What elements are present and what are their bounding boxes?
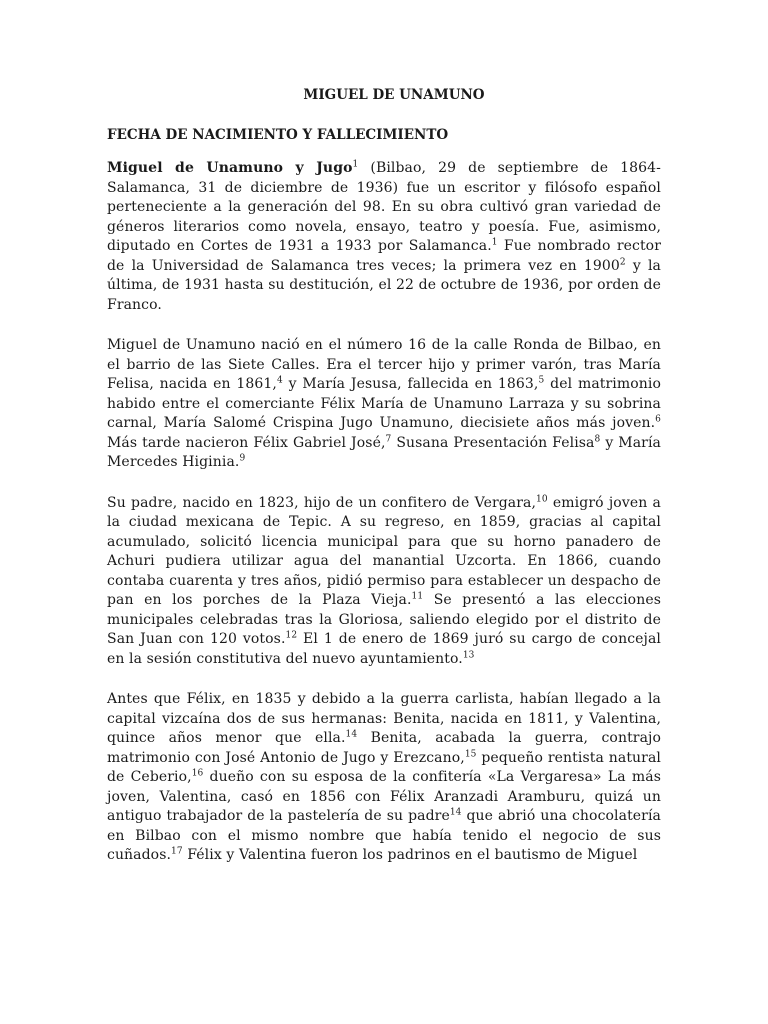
footnote-ref: 12: [285, 630, 298, 641]
footnote-ref: 6: [655, 414, 661, 425]
paragraph-text: Se presentó a las elecciones municipales celebradas tras la Gloriosa, saliendo elegido por el distrito de San Juan con 120 votos.: [107, 592, 661, 647]
footnote-ref: 1: [491, 237, 498, 248]
footnote-ref: 13: [462, 649, 475, 660]
paragraph-text: emigró joven a la ciudad mexicana de Tepic. A su regreso, en 1859, gracias al capital acumulado, solicitó licencia municipal para que su horno panadero de Achuri pudiera utilizar agua del manantial Uzcorta. En 1866, cuando contaba cuarenta y tres años, pidió permiso para establecer un despacho de pan en los porches de la Plaza Vieja.: [107, 494, 661, 608]
paragraph-4: [107, 690, 661, 866]
footnote-ref: 7: [385, 433, 392, 444]
footnote-ref: 14: [345, 729, 358, 740]
footnote-ref: 2: [619, 256, 626, 267]
paragraph-3: [107, 494, 661, 670]
paragraph-1: [107, 159, 661, 315]
paragraph-2: [107, 336, 661, 473]
footnote-ref: 9: [239, 453, 246, 464]
document-page: [107, 86, 661, 866]
paragraph-text: Su padre, nacido en 1823, hijo de un confitero de Vergara,: [107, 494, 537, 511]
lead-name: Miguel de Unamuno y Jugo: [107, 160, 353, 176]
footnote-ref: 15: [464, 748, 477, 759]
paragraph-text: Fue nombrado rector de la Universidad de Salamanca tres veces; la primera vez en 1900: [107, 238, 662, 274]
paragraph-text: que abrió una chocolatería en Bilbao con el mismo nombre que había tenido el negocio de sus cuñados.: [107, 808, 662, 863]
footnote-ref: 11: [411, 591, 424, 602]
paragraph-text: Susana Presentación Felisa: [391, 434, 595, 451]
paragraph-text: Más tarde nacieron Félix Gabriel José,: [107, 434, 386, 451]
footnote-ref: 1: [352, 159, 359, 170]
paragraph-text: dueño con su esposa de la confitería «La Vergaresa» La más joven, Valentina, casó en 1856 con Félix Aranzadi Aramburu, quizá un antiguo trabajador de la pastelería de su padre: [107, 769, 661, 824]
footnote-ref: 8: [594, 433, 601, 444]
paragraph-text: Miguel de Unamuno nació en el número 16 de la calle Ronda de Bilbao, en el barrio de las Siete Calles. Era el tercer hijo y primer varón, tras María Felisa, nacida en 1861,: [107, 337, 661, 392]
paragraph-text: Félix y Valentina fueron los padrinos en el bautismo de Miguel: [182, 847, 638, 863]
footnote-ref: 16: [191, 768, 204, 779]
paragraph-text: y María Mercedes Higinia.: [107, 434, 661, 470]
paragraph-text: (Bilbao, 29 de septiembre de 1864-Salamanca, 31 de diciembre de 1936) fue un escritor y filósofo español perteneciente a la generación del 98. En su obra cultivó gran variedad de géneros literarios como novela, ensayo, teatro y poesía. Fue, asimismo, diputado en Cortes de 1931 a 1933 por Salamanca.: [107, 160, 661, 254]
paragraph-text: Benita, acabada la guerra, contrajo matrimonio con José Antonio de Jugo y Erezcano,: [107, 730, 662, 766]
section-heading: FECHA DE NACIMIENTO Y FALLECIMIENTO: [107, 127, 449, 143]
paragraph-text: Antes que Félix, en 1835 y debido a la guerra carlista, habían llegado a la capital vizcaína dos de sus hermanas: Benita, nacida en 1811, y Valentina, quince años menor que ella.: [107, 691, 661, 746]
footnote-ref: 17: [171, 846, 183, 857]
paragraph-text: El 1 de enero de 1869 juró su cargo de concejal en la sesión constitutiva del nuevo ayuntamiento.: [107, 631, 661, 667]
paragraph-text: y María Jesusa, fallecida en 1863,: [282, 376, 539, 392]
paragraph-text: y la última, de 1931 hasta su destitución, el 22 de octubre de 1936, por orden de Franco.: [107, 257, 661, 313]
document-title: MIGUEL DE UNAMUNO: [303, 87, 485, 103]
paragraph-text: del matrimonio habido entre el comerciante Félix María de Unamuno Larraza y su sobrina carnal, María Salomé Crispina Jugo Unamuno, diecisiete años más joven.: [107, 376, 662, 431]
footnote-ref: 14: [449, 807, 462, 818]
footnote-ref: 5: [538, 375, 545, 386]
paragraph-text: pequeño rentista natural de Ceberio,: [107, 749, 661, 785]
footnote-ref: 10: [536, 493, 548, 504]
footnote-ref: 4: [276, 375, 283, 386]
